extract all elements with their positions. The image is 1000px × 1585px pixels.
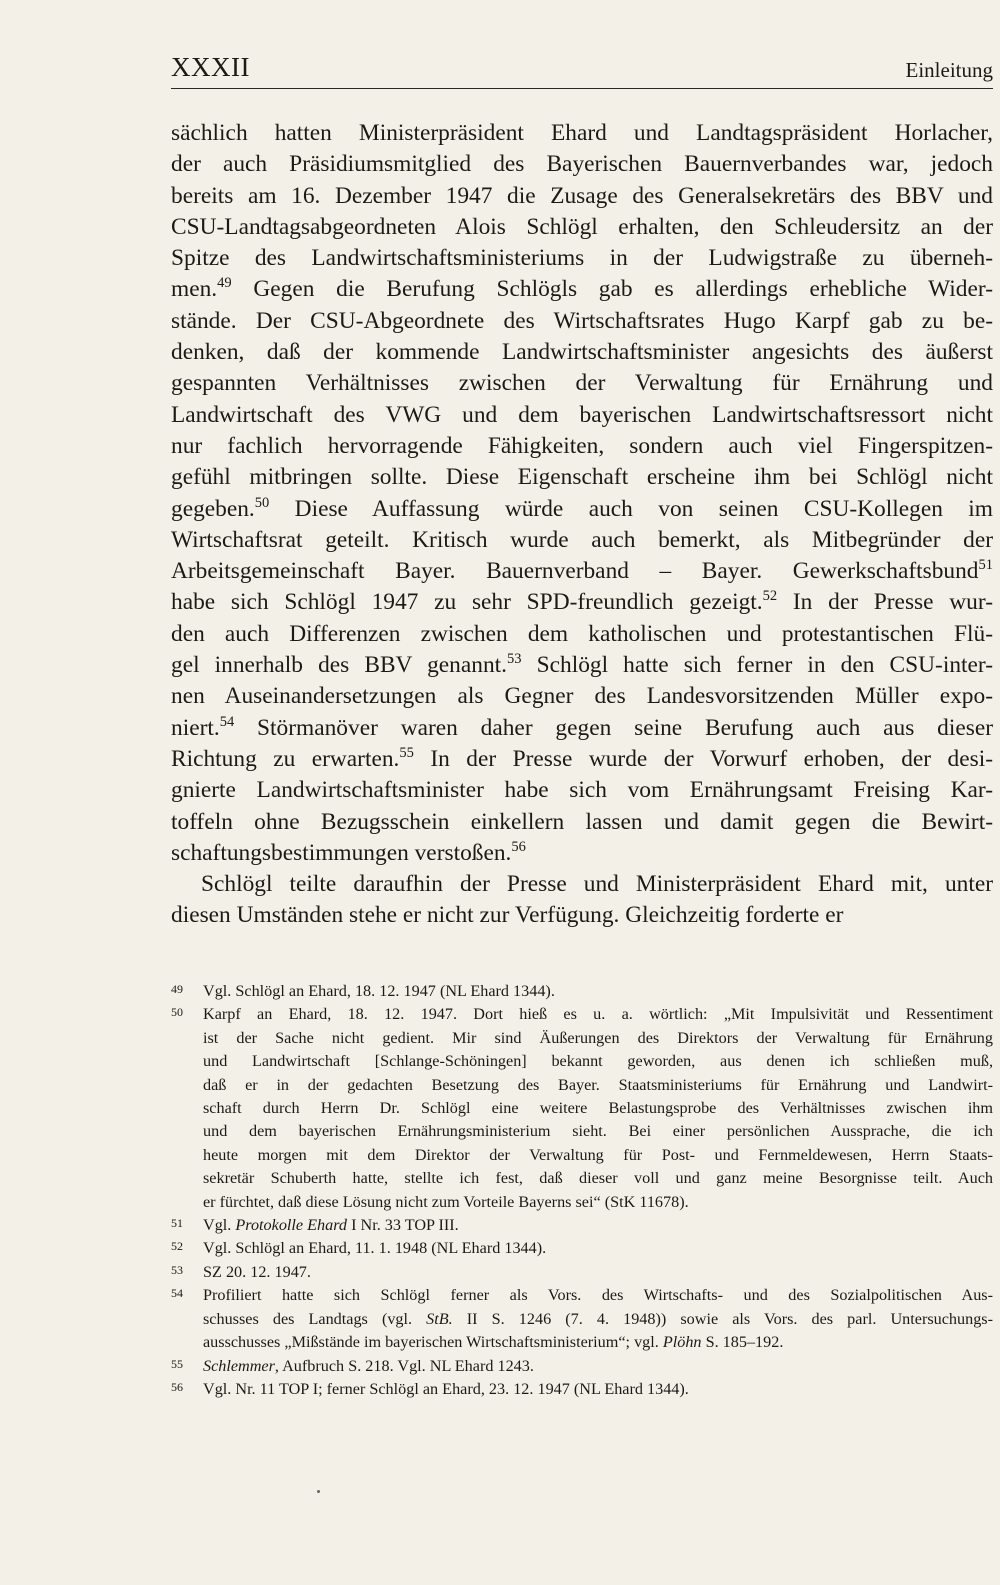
footnote [171, 1355, 993, 1378]
footnote-line: SZ 20. 12. 1947. [203, 1262, 311, 1281]
footnote-line: Vgl. Schlögl an Ehard, 11. 1. 1948 (NL Ehard 1344). [203, 1239, 547, 1258]
footnote-ref: 51 [978, 557, 993, 574]
running-title: Einleitung [905, 58, 993, 82]
body-text [171, 118, 993, 932]
footnote [171, 1237, 993, 1260]
footnote-number: 52 [171, 1239, 183, 1254]
footnotes [171, 980, 993, 1401]
footnote-line: Profiliert hatte sich Schlögl ferner als Vors. des Wirtschafts- und des Sozialpolitischen Aus- [203, 1286, 993, 1305]
body-line: gnierte Landwirtschaftsminister habe sich vom Ernährungsamt Freising Kar- [171, 777, 993, 804]
body-line: Wirtschaftsrat geteilt. Kritisch wurde auch bemerkt, als Mitbegründer der [171, 526, 993, 553]
body-line: sächlich hatten Ministerpräsident Ehard und Landtagspräsident Horlacher, [171, 120, 993, 146]
footnote-line: daß er in der gedachten Besetzung des Bayer. Staatsministeriums für Ernährung und Landwirt- [203, 1075, 993, 1094]
footnote-ref: 49 [217, 275, 232, 292]
footnote-number: 56 [171, 1379, 183, 1394]
body-line: gel innerhalb des BBV genannt.$^{53}$ Schlögl hatte sich ferner in den CSU-inter- [171, 651, 994, 679]
body-line: Spitze des Landwirtschaftsministeriums in der Ludwigstraße zu überneh- [171, 245, 993, 272]
footnote-line: Vgl. Protokolle Ehard I Nr. 33 TOP III. [203, 1216, 459, 1235]
footnote-line: ist der Sache nicht gedient. Mir sind Äußerungen des Direktors der Verwaltung für Ernährung [203, 1028, 993, 1047]
footnote-line: schusses des Landtags (vgl. StB. II S. 1246 (7. 4. 1948)) sowie als Vors. des parl. Untersuchungs- [203, 1309, 993, 1328]
footnote-number: 49 [171, 982, 183, 996]
body-line: niert.$^{54}$ Störmanöver waren daher gegen seine Berufung auch aus dieser [171, 713, 993, 741]
body-line: Schlögl teilte daraufhin der Presse und Ministerpräsident Ehard mit, unter [201, 871, 993, 898]
body-line: den auch Differenzen zwischen dem katholischen und protestantischen Flü- [171, 620, 993, 647]
footnote-ref: 54 [219, 713, 235, 730]
body-line: denken, daß der kommende Landwirtschaftsminister angesichts des äußerst [171, 339, 993, 366]
page-number: XXXII [171, 52, 250, 82]
footnote-line: schaft durch Herrn Dr. Schlögl eine weitere Belastungsprobe des Verhältnisses zwischen ihm [203, 1099, 993, 1118]
footnote [171, 1003, 993, 1214]
footnote-line: Karpf an Ehard, 18. 12. 1947. Dort hieß es u. a. wörtlich: „Mit Impulsivität und Ressentiment [203, 1005, 993, 1024]
footnote [171, 1261, 993, 1284]
footnote-line: Vgl. Nr. 11 TOP I; ferner Schlögl an Ehard, 23. 12. 1947 (NL Ehard 1344). [203, 1379, 689, 1398]
footnote-line: und Landwirtschaft [Schlange-Schöningen] bekannt geworden, aus denen ich schließen muß, [203, 1052, 993, 1071]
body-line: CSU-Landtagsabgeordneten Alois Schlögl erhalten, den Schleudersitz an der [171, 213, 993, 240]
body-line: schaftungsbestimmungen verstoßen.$^{56}$ [171, 838, 526, 866]
footnote-ref: 56 [511, 838, 526, 855]
footnote-number: 53 [171, 1262, 183, 1277]
footnote-line: er fürchtet, daß diese Lösung nicht zum Vorteile Bayerns sei“ (StK 11678). [203, 1192, 689, 1211]
footnote-line: Vgl. Schlögl an Ehard, 18. 12. 1947 (NL Ehard 1344). [203, 982, 555, 1000]
footnote-line: Schlemmer, Aufbruch S. 218. Vgl. NL Ehard 1243. [203, 1356, 534, 1375]
body-line: der auch Präsidiumsmitglied des Bayerischen Bauernverbandes war, jedoch [171, 151, 993, 178]
footnote [171, 1378, 993, 1401]
footnote-number: 51 [171, 1216, 183, 1231]
footnote-line: heute morgen mit dem Direktor der Verwaltung für Post- und Fernmeldewesen, Herrn Staats- [203, 1145, 993, 1164]
page-header [171, 52, 993, 89]
footnote-ref: 52 [762, 588, 778, 605]
body-line: stände. Der CSU-Abgeordnete des Wirtschaftsrates Hugo Karpf gab zu be- [171, 307, 993, 334]
speck [317, 1490, 320, 1493]
body-line: habe sich Schlögl 1947 zu sehr SPD-freundlich gezeigt.$^{52}$ In der Presse wur- [171, 588, 993, 616]
footnote [171, 980, 993, 1003]
footnote-number: 54 [171, 1286, 183, 1301]
body-line: nur fachlich hervorragende Fähigkeiten, sondern auch viel Fingerspitzen- [171, 432, 993, 459]
footnote-number: 55 [171, 1356, 183, 1371]
footnote-ref: 50 [254, 494, 270, 511]
footnote-ref: 55 [399, 744, 414, 761]
body-line: gefühl mitbringen sollte. Diese Eigenschaft erscheine ihm bei Schlögl nicht [171, 464, 993, 491]
body-line: bereits am 16. Dezember 1947 die Zusage des Generalsekretärs des BBV und [171, 182, 993, 209]
body-line: nen Auseinandersetzungen als Gegner des Landesvorsitzenden Müller expo- [171, 683, 993, 710]
footnote-ref: 53 [507, 651, 522, 668]
body-line: gespannten Verhältnisses zwischen der Verwaltung für Ernährung und [171, 370, 993, 397]
body-line: Landwirtschaft des VWG und dem bayerischen Landwirtschaftsressort nicht [171, 401, 993, 428]
footnote [171, 1214, 993, 1237]
body-line: toffeln ohne Bezugsschein einkellern lassen und damit gegen die Bewirt- [171, 808, 993, 835]
body-line: diesen Umständen stehe er nicht zur Verfügung. Gleichzeitig forderte er [171, 902, 844, 929]
body-line: Richtung zu erwarten.$^{55}$ In der Presse wurde der Vorwurf erhoben, der desi- [171, 744, 994, 772]
footnote-number: 50 [171, 1005, 183, 1020]
body-line: men.$^{49}$ Gegen die Berufung Schlögls gab es allerdings erhebliche Wider- [171, 275, 993, 303]
body-line: Arbeitsgemeinschaft Bayer. Bauernverband – Bayer. Gewerkschaftsbund$^{51}$ [171, 557, 993, 585]
footnote [171, 1284, 993, 1354]
footnote-line: und dem bayerischen Ernährungsministerium sieht. Bei einer persönlichen Aussprache, die ich [203, 1122, 993, 1141]
footnote-line: sekretär Schuberth hatte, stellte ich fest, daß dieser voll und ganz meine Besorgnisse teilt. Auch [203, 1169, 993, 1188]
body-line: gegeben.$^{50}$ Diese Auffassung würde auch von seinen CSU-Kollegen im [171, 494, 993, 522]
footnote-line: ausschusses „Mißstände im bayerischen Wirtschaftsministerium“; vgl. Plöhn S. 185–192. [203, 1333, 784, 1352]
